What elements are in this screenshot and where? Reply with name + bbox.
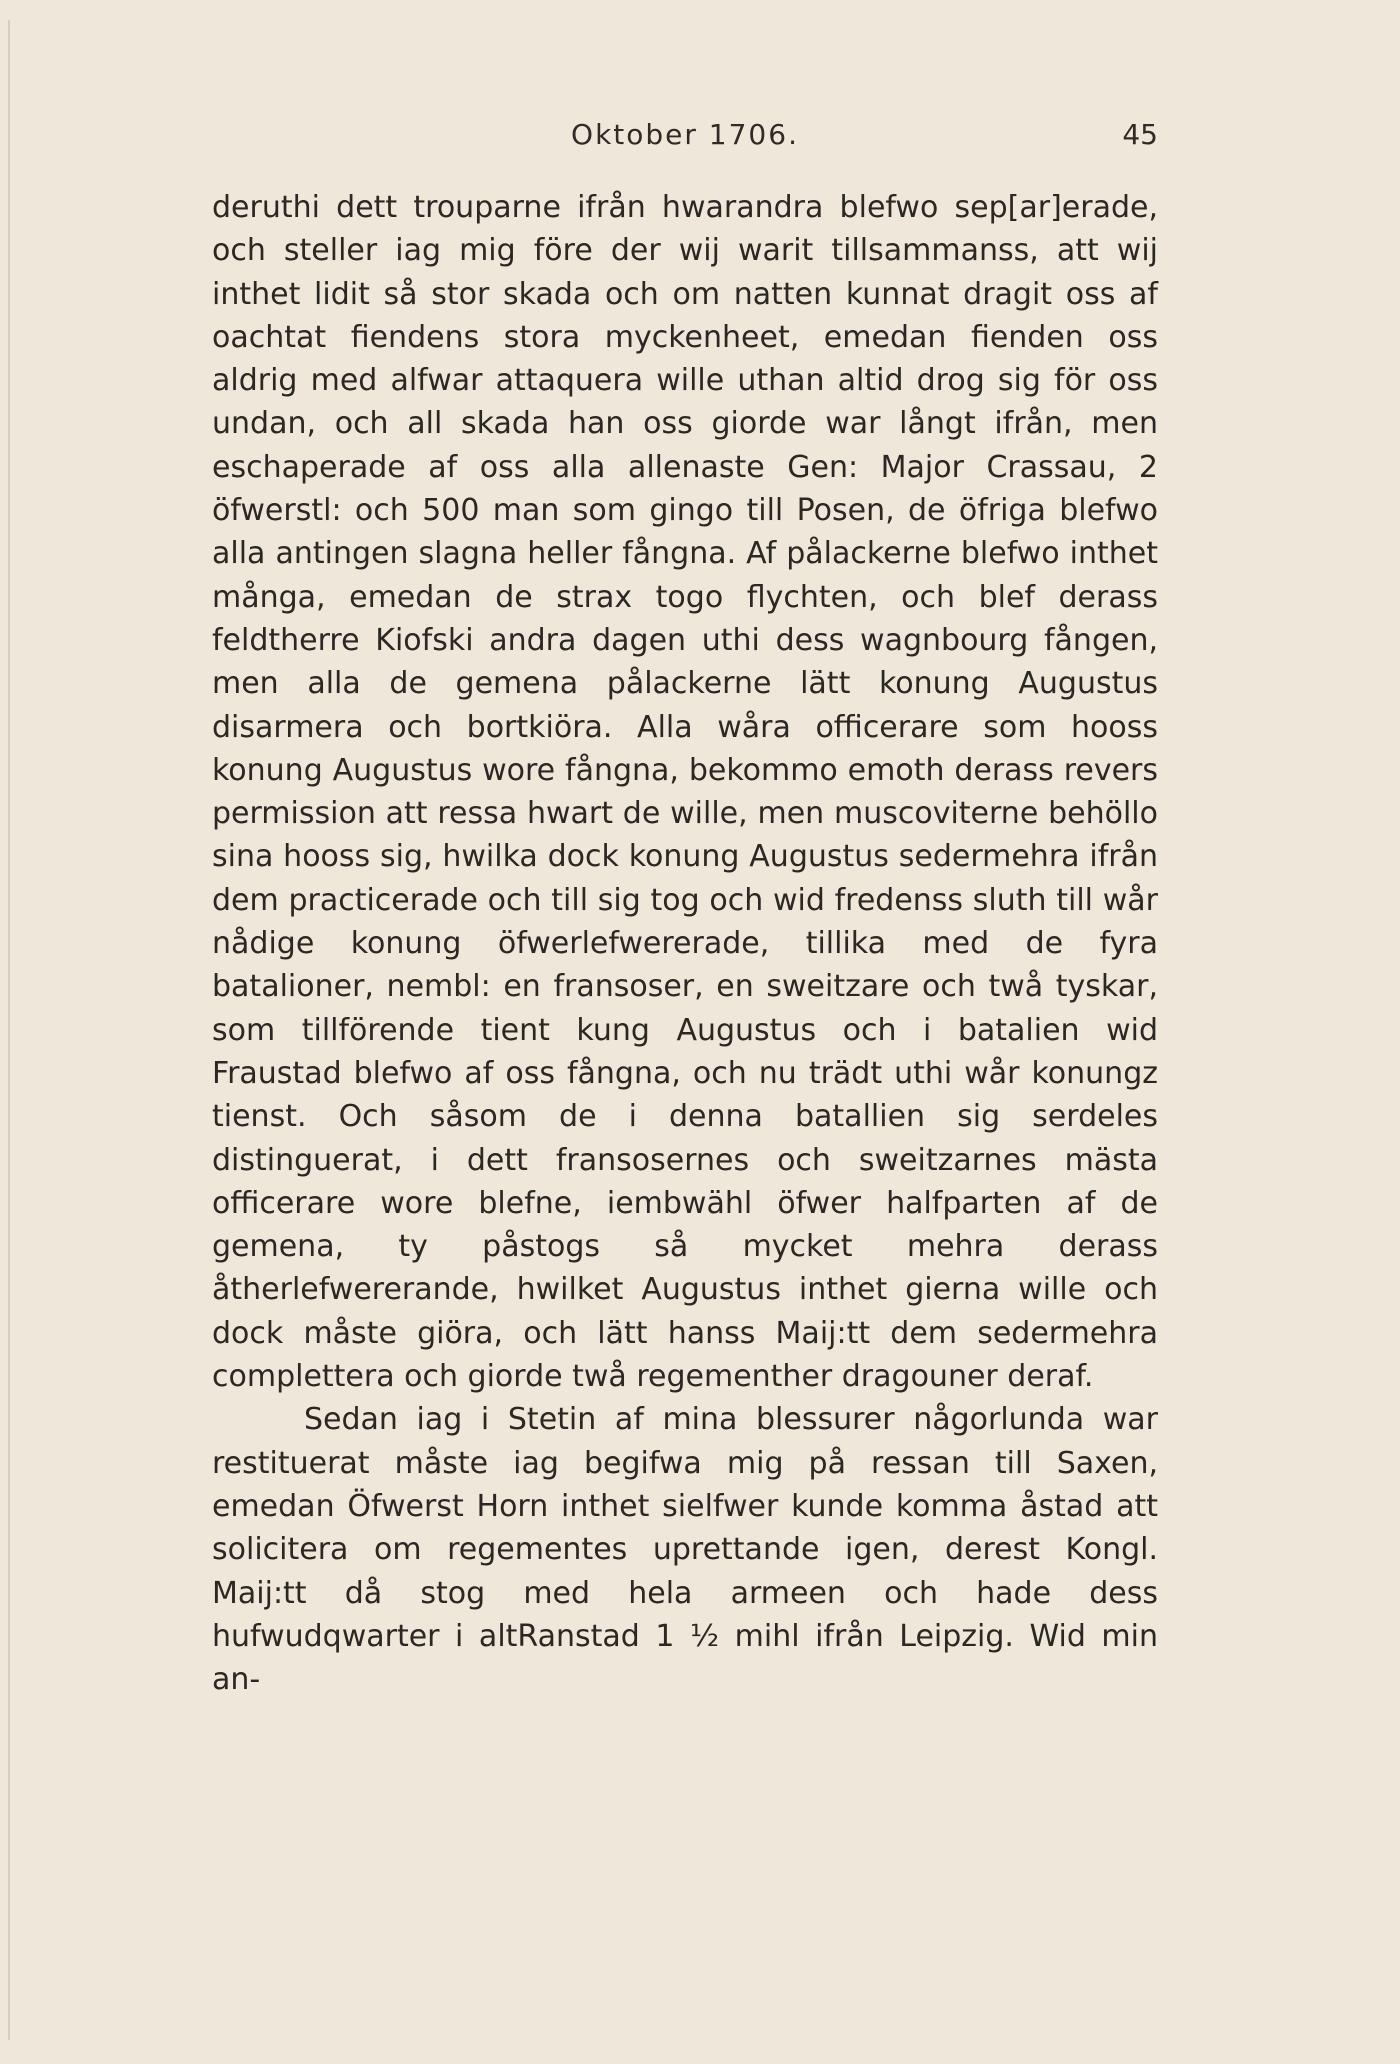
main-text [212,186,1158,1701]
paragraph: deruthi dett trouparne ifrån hwarandra blefwo sep[ar]erade, och steller iag mig före der wij warit tillsammanss, att wij inthet lidit så stor skada och om natten kunnat dragit oss af oachtat fiendens stora myckenheet, emedan fienden oss aldrig med alfwar attaquera wille uthan altid drog sig för oss undan, och all skada han oss giorde war långt ifrån, men eschaperade af oss alla allenaste Gen: Major Crassau, 2 öfwerstl: och 500 man som gingo till Posen, de öfriga blefwo alla antingen slagna heller fångna. Af pålackerne blefwo inthet många, emedan de strax togo flychten, och blef derass feldtherre Kiofski andra dagen uthi dess wagnbourg fången, men alla de gemena pålackerne lätt konung Augustus disarmera och bortkiöra. Alla wåra officerare som hooss konung Augustus wore fångna, bekommo emoth derass revers permission att ressa hwart de wille, men muscoviterne behöllo sina hooss sig, hwilka dock konung Augustus sedermehra ifrån dem practicerade och till sig tog och wid fredenss sluth till wår nådige konung öfwerlefwererade, tillika med de fyra batalioner, nembl: en fransoser, en sweitzare och twå tyskar, som tillförende tient kung Augustus och i batalien wid Fraustad blefwo af oss fångna, och nu trädt uthi wår konungz tienst. Och såsom de i denna batallien sig serdeles distinguerat, i dett fransosernes och sweitzarnes mästa officerare wore blefne, iembwähl öfwer halfparten af de gemena, ty påstogs så mycket mehra derass åtherlefwererande, hwilket Augustus inthet gierna wille och dock måste giöra, och lätt hanss Maij:tt dem sedermehra complettera och giorde twå regementher dragouner deraf. [212,190,1158,1395]
running-title: Oktober 1706. [571,118,799,151]
paragraph: Sedan iag i Stetin af mina blessurer någorlunda war restituerat måste iag begifwa mig på ressan till Saxen, emedan Öfwerst Horn inthet sielfwer kunde komma åstad att solicitera om regementes uprettande igen, derest Kongl. Maij:tt då stog med hela armeen och hade dess hufwudqwarter i altRanstad 1 ½ mihl ifrån Leipzig. Wid min an- [212,1402,1158,1698]
page-header [212,118,1158,162]
page-edge-divider [8,20,10,2040]
page-number: 45 [1122,118,1158,151]
